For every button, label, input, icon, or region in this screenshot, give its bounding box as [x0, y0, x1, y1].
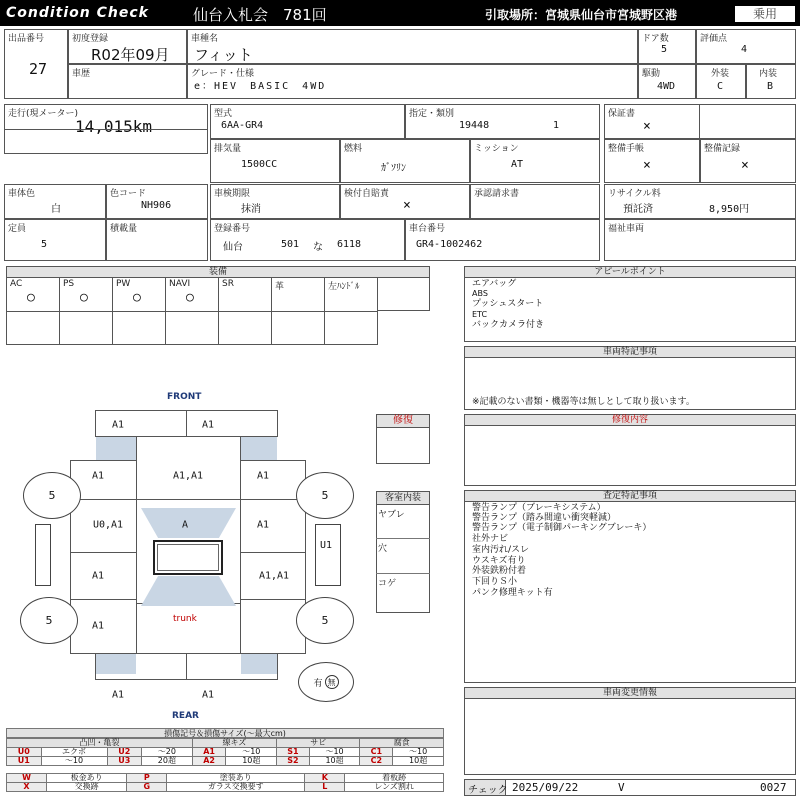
plate-area: 仙台	[223, 242, 243, 253]
inspection-item-4: 社外ナビ	[472, 534, 509, 544]
side-mirror-right	[315, 524, 341, 586]
mission-label: ミッション	[474, 144, 519, 154]
vin-label: 車台番号	[409, 224, 446, 234]
legend-desc-c2: 10超	[393, 757, 444, 766]
pickup-location: 引取場所：宮城県仙台市宮城野区港	[485, 8, 678, 22]
sunroof-inner	[157, 544, 219, 571]
legend-code-g: G	[127, 783, 167, 792]
spare-wheel	[298, 662, 354, 702]
front-pillar-right	[241, 437, 277, 460]
special-note: ※記載のない書類・機器等は無しとして取り扱います。	[472, 397, 695, 407]
spare-wheel-have: 有	[313, 678, 323, 689]
drive-box	[638, 64, 696, 99]
hood-panel	[136, 436, 241, 500]
mark-roof: A	[181, 519, 189, 531]
legend-desc-u1: 〜10	[41, 757, 107, 766]
legend-code-c1: C1	[360, 748, 393, 757]
appeal-item-5: バックカメラ付き	[472, 320, 545, 330]
fuel-label: 燃料	[344, 144, 363, 154]
mark-quarter-left: A1	[91, 620, 105, 632]
legend-title: 損傷記号＆損傷サイズ(〜最大cm)	[6, 728, 444, 738]
first-registration: R02年09月	[91, 46, 170, 64]
spare-wheel-none: 無	[325, 675, 339, 689]
interior-item-tear: ヤブレ	[378, 510, 405, 520]
equip-header-pw: PW	[116, 279, 131, 289]
interior-title: 客室内装	[376, 491, 430, 505]
capacity-value: 5	[41, 239, 48, 250]
equip-header-ac: AC	[10, 279, 23, 289]
interior-item-hole: 穴	[378, 544, 388, 554]
legend-desc-c1: 〜10	[393, 748, 444, 757]
mark-front-left: A1	[111, 419, 125, 431]
int-label: 内装	[759, 69, 778, 79]
lot-label: 出品番号	[8, 34, 45, 44]
rear-pillar-left	[96, 654, 136, 674]
tire-rear-right: 5	[296, 597, 354, 644]
score-value: 4	[741, 44, 748, 55]
legend-desc-p: 塗装あり	[167, 774, 305, 783]
appeal-item-1: エアバッグ	[472, 279, 517, 289]
vin-value: GR4-1002462	[416, 239, 483, 250]
trunk-label: trunk	[173, 614, 197, 624]
legend-desc-x: 交換跡	[47, 783, 127, 792]
insure-box	[340, 184, 470, 219]
warranty-value: ×	[643, 119, 651, 134]
legend-table-2	[6, 773, 444, 792]
front-bumper-right	[186, 410, 278, 437]
mission-value: AT	[511, 159, 524, 170]
brand-title: Condition Check	[6, 5, 149, 21]
side-mirror-left	[35, 524, 51, 586]
mirror-right-mark: U1	[320, 540, 333, 551]
record-label: 整備記録	[704, 144, 741, 154]
legend-code-s1: S1	[277, 748, 310, 757]
drive-value: 4WD	[657, 81, 676, 92]
doors-box	[638, 29, 696, 64]
history-box	[68, 64, 187, 99]
recycle-label: リサイクル料	[608, 189, 661, 199]
equip-cell-leather	[271, 277, 325, 345]
interior-divider-2	[376, 573, 430, 574]
int-box	[746, 64, 796, 99]
equip-header-sr: SR	[222, 279, 234, 289]
check-label: チェック	[468, 785, 508, 796]
ext-label: 外装	[711, 69, 730, 79]
equip-header-leather: 革	[275, 282, 285, 292]
model-value: 6AA-GR4	[221, 120, 264, 131]
mark-fender-left: A1	[91, 470, 105, 482]
car-name: フィット	[194, 46, 253, 64]
legend-cat-dent: 凸凹・亀裂	[7, 739, 193, 748]
equip-cell-sr	[218, 277, 272, 345]
legend-code-u2: U2	[107, 748, 142, 757]
equipment-title: 装備	[6, 266, 430, 278]
legend-desc-g: ガラス交換要す	[167, 783, 305, 792]
repair-detail-title: 修復内容	[464, 414, 796, 426]
inspection-item-9: パンク修理キット有	[472, 588, 553, 598]
ext-box	[696, 64, 746, 99]
inspection-item-1: 警告ランプ（ブレーキシステム）	[472, 503, 606, 513]
inspection-title: 査定特記事項	[464, 490, 796, 502]
mileage-value: 14,015km	[75, 117, 153, 136]
inspection-item-6: ウスキズ有り	[472, 556, 526, 566]
legend-desc-a1: 〜10	[226, 748, 277, 757]
ext-value: C	[717, 81, 724, 92]
grade-value: e：HEV BASIC 4WD	[194, 81, 327, 92]
cert-box	[405, 104, 600, 139]
inspection-item-5: 室内汚れ/スレ	[472, 545, 530, 555]
plate-box	[210, 219, 405, 261]
mileage-label: 走行(現メーター)	[8, 109, 79, 119]
rear-pillar-right	[241, 654, 277, 674]
equip-mark-ac: ○	[27, 290, 35, 305]
change-box	[464, 687, 796, 775]
inspection-item-3: 警告ランプ（電子制御パーキングブレーキ）	[472, 523, 652, 533]
model-label: 型式	[214, 109, 233, 119]
mission-box	[470, 139, 600, 183]
repair-title: 修復	[376, 414, 430, 428]
inspection-item-2: 警告ランプ（踏み間違い衝突軽減）	[472, 513, 617, 523]
manual-label: 整備手帳	[608, 144, 645, 154]
mark-rear-left: A1	[111, 689, 125, 701]
appeal-title: アピールポイント	[464, 266, 796, 278]
recycle-box	[604, 184, 796, 219]
inspect-box	[210, 184, 340, 219]
legend-cat-scratch: 線キズ	[192, 739, 276, 748]
plate-label: 登録番号	[214, 224, 251, 234]
equip-cell-lhd	[324, 277, 378, 345]
capacity-box	[4, 219, 106, 261]
front-label: FRONT	[167, 392, 202, 402]
mark-front-right: A1	[201, 419, 215, 431]
plate-kana: な	[313, 242, 323, 253]
equip-mark-pw: ○	[133, 290, 141, 305]
approval-box	[470, 184, 600, 219]
legend-desc-l: レンズ割れ	[345, 783, 444, 792]
equip-cell-ac	[6, 277, 60, 345]
reg-box	[68, 29, 187, 64]
equip-cell-ps	[59, 277, 113, 345]
capacity-label: 定員	[8, 224, 27, 234]
interior-item-burn: コゲ	[378, 579, 397, 589]
fuel-box	[340, 139, 470, 183]
appeal-item-3: プッシュスタート	[472, 299, 544, 309]
name-box	[187, 29, 638, 64]
cert-label: 指定・類別	[409, 109, 455, 119]
legend-code-u0: U0	[7, 748, 42, 757]
manual-box	[604, 139, 700, 183]
color-value: 白	[51, 204, 61, 215]
drive-label: 駆動	[642, 69, 661, 79]
trunk-panel	[136, 603, 241, 654]
name-label: 車種名	[191, 34, 219, 44]
legend-cat-rust: サビ	[277, 739, 360, 748]
recycle-status: 預託済	[623, 204, 653, 215]
appeal-item-4: ETC	[472, 310, 488, 319]
mark-hood: A1,A1	[172, 470, 204, 482]
cert-value-2: 1	[553, 120, 560, 131]
legend-code-x: X	[7, 783, 47, 792]
disp-label: 排気量	[214, 144, 242, 154]
doors-label: ドア数	[642, 34, 669, 44]
front-bumper-left	[95, 410, 187, 437]
interior-divider-1	[376, 538, 430, 539]
legend-code-s2: S2	[277, 757, 310, 766]
rear-label: REAR	[172, 711, 199, 721]
legend-code-k: K	[305, 774, 345, 783]
equip-cell-pw	[112, 277, 166, 345]
approval-label: 承認請求書	[474, 189, 520, 199]
fuel-value: ｶﾞｿﾘﾝ	[381, 163, 406, 174]
legend-code-l: L	[305, 783, 345, 792]
ccode-label: 色コード	[110, 189, 147, 199]
front-door-right	[240, 499, 306, 553]
ccode-value: NH906	[141, 200, 172, 211]
legend-desc-s1: 〜10	[309, 748, 360, 757]
insure-value: ×	[403, 198, 411, 213]
color-box	[4, 184, 106, 219]
legend-desc-u0: エクボ	[41, 748, 107, 757]
mark-door-rear-right: A1,A1	[258, 570, 290, 582]
load-box	[106, 219, 208, 261]
front-pillar-left	[96, 437, 136, 460]
history-label: 車歴	[72, 69, 91, 79]
equip-mark-navi: ○	[186, 290, 194, 305]
equip-header-lhd: 左ﾊﾝﾄﾞﾙ	[328, 282, 360, 292]
equip-cell-blank	[377, 277, 430, 311]
legend-cat-corrosion: 腐食	[360, 739, 444, 748]
plate-number: 6118	[337, 239, 362, 250]
legend-desc-s2: 10超	[309, 757, 360, 766]
legend-desc-u3: 20超	[142, 757, 193, 766]
manual-value: ×	[643, 158, 651, 173]
check-code: V	[618, 781, 625, 794]
legend-desc-u2: 〜20	[142, 748, 193, 757]
legend-desc-w: 板金あり	[47, 774, 127, 783]
equip-header-navi: NAVI	[169, 279, 191, 289]
special-title: 車両特記事項	[464, 346, 796, 358]
warranty-label: 保証書	[608, 109, 636, 119]
equip-mark-ps: ○	[80, 290, 88, 305]
record-box	[700, 139, 796, 183]
legend-code-p: P	[127, 774, 167, 783]
equip-cell-navi	[165, 277, 219, 345]
auction-title: 仙台入札会 781回	[193, 6, 327, 24]
load-label: 積載量	[110, 224, 138, 234]
mark-rear-right: A1	[201, 689, 215, 701]
grade-label: グレード・仕様	[191, 69, 255, 79]
doors-value: 5	[661, 44, 668, 55]
legend-code-u3: U3	[107, 757, 142, 766]
equip-header-ps: PS	[63, 279, 75, 289]
change-title: 車両変更情報	[464, 687, 796, 699]
disp-box	[210, 139, 340, 183]
plate-class: 501	[281, 239, 300, 250]
legend-code-w: W	[7, 774, 47, 783]
legend-desc-a2: 10超	[226, 757, 277, 766]
int-value: B	[767, 81, 774, 92]
ccode-box	[106, 184, 208, 219]
disp-value: 1500CC	[241, 159, 278, 170]
legend-code-c2: C2	[360, 757, 393, 766]
inspect-value: 抹消	[241, 204, 261, 215]
cert-value-1: 19448	[459, 120, 490, 131]
legend-desc-k: 着板跡	[345, 774, 444, 783]
tire-front-left: 5	[23, 472, 81, 519]
inspect-label: 車検期限	[214, 189, 251, 199]
inspection-item-7: 外装鉄粉付着	[472, 566, 527, 576]
inspection-item-8: 下回りＳ小	[472, 577, 518, 587]
tire-front-right: 5	[296, 472, 354, 519]
reg-label: 初度登録	[72, 34, 109, 44]
legend-code-a1: A1	[192, 748, 226, 757]
color-label: 車体色	[8, 189, 36, 199]
recycle-fee: 8,950円	[709, 204, 750, 215]
welfare-label: 福祉車両	[608, 224, 645, 234]
mileage-box	[4, 104, 208, 154]
lot-box	[4, 29, 68, 99]
legend-code-u1: U1	[7, 757, 42, 766]
grade-box	[187, 64, 638, 99]
mark-door-rear-left: A1	[91, 570, 105, 582]
welfare-box	[604, 219, 796, 261]
legend-table	[6, 738, 444, 766]
appeal-item-2: ABS	[472, 289, 488, 298]
warranty-box	[604, 104, 796, 139]
score-box	[696, 29, 796, 64]
mark-door-front-right: A1	[256, 519, 270, 531]
score-label: 評価点	[700, 34, 728, 44]
record-value: ×	[741, 158, 749, 173]
vin-box	[405, 219, 600, 261]
check-number: 0027	[760, 781, 787, 794]
tire-rear-left: 5	[20, 597, 78, 644]
mark-door-front-left: U0,A1	[92, 519, 124, 531]
check-date: 2025/09/22	[512, 781, 579, 794]
vehicle-category: 乗用	[735, 6, 795, 22]
model-box	[210, 104, 405, 139]
insure-label: 検付自賠責	[344, 189, 390, 199]
lot-number: 27	[29, 60, 48, 78]
legend-code-a2: A2	[192, 757, 226, 766]
mark-fender-right: A1	[256, 470, 270, 482]
